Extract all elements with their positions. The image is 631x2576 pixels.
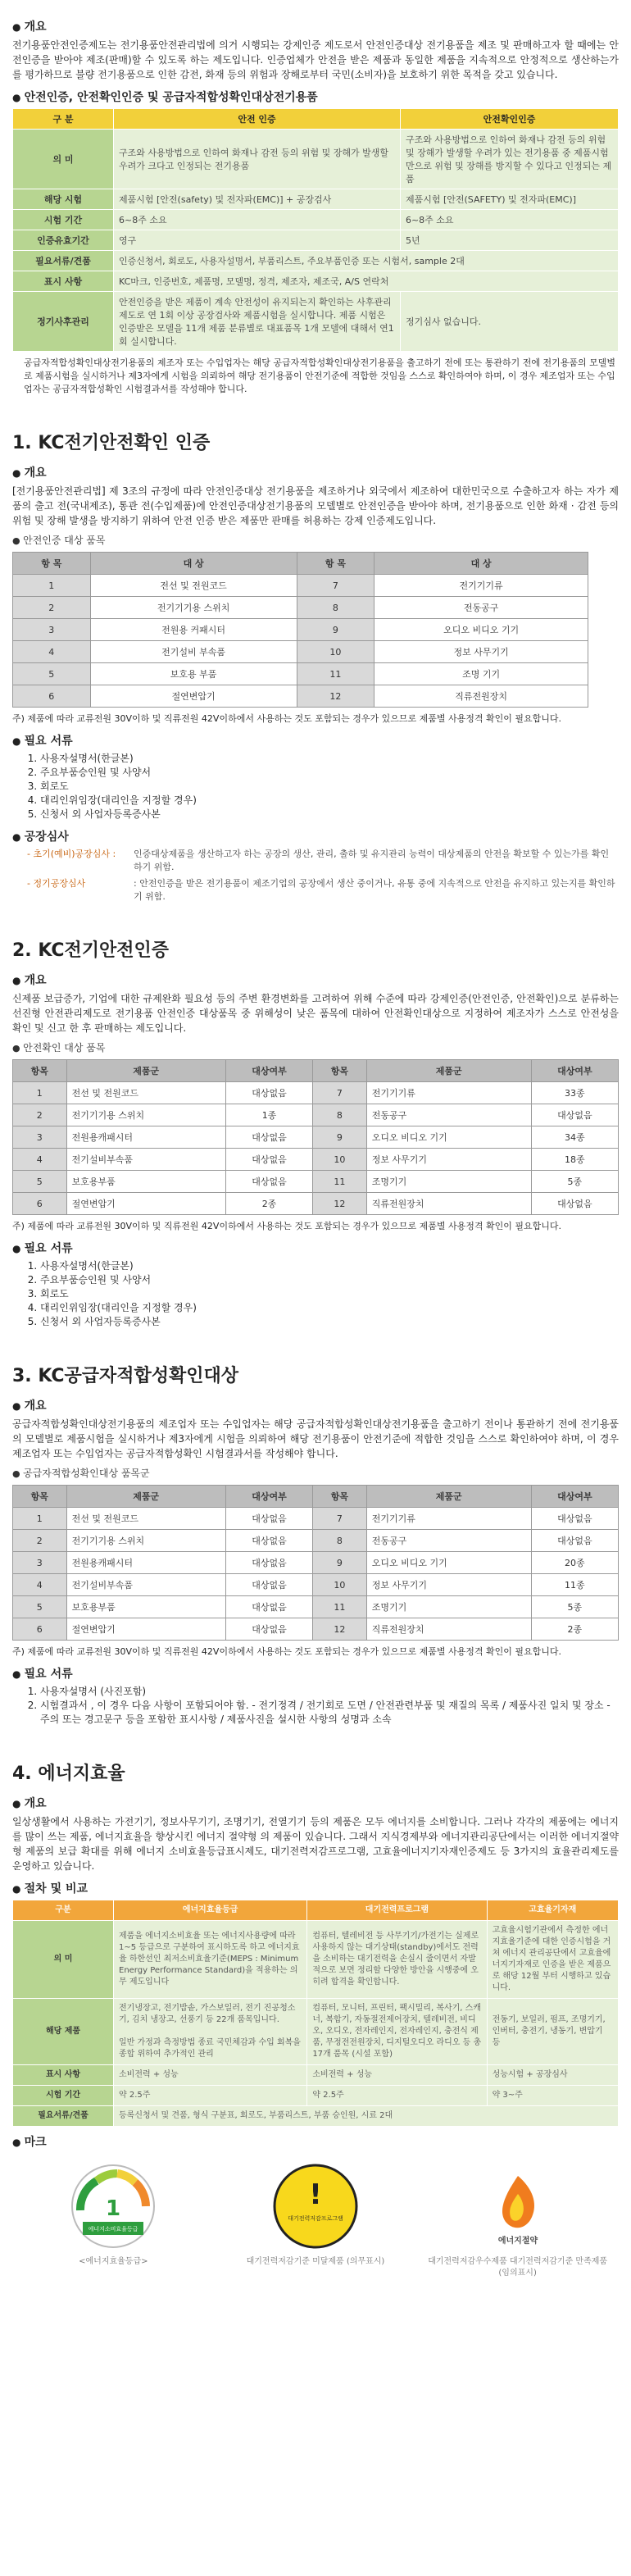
s2-table-title: ● 안전확인 대상 품목	[12, 1040, 619, 1054]
cell: 구조와 사용방법으로 인하여 화재나 감전 등의 위험 및 장해가 발생할 우려가 크다고 인정되는 전기용품	[114, 130, 401, 189]
audit-value: 인증대상제품을 생산하고자 하는 공장의 생산, 관리, 출하 및 유지관리 능력이 대상제품의 안전을 확보할 수 있는가를 확인 하기 위함.	[134, 849, 610, 872]
table-header: 제품군	[366, 1060, 531, 1082]
doc-item: 5. 신청서 외 사업자등록증사본	[40, 808, 619, 821]
audit-key: - 초기(예비)공장심사 :	[27, 849, 116, 859]
table-cell: 절연변압기	[66, 1193, 225, 1215]
audit-row	[27, 848, 619, 874]
cell: 고효율시험기관에서 측정한 에너지효율기준에 대한 인증시험을 거쳐 에너지 관리공단에서 고효율에너지기자재로 인증을 받은 제품으로 해당 12월 부터 시행하고 있습니다.	[487, 1921, 618, 1999]
row-label: 시험 기간	[13, 2086, 114, 2106]
table-cell: 오디오 비디오 기기	[366, 1552, 531, 1574]
doc-item: 4. 대리인위임장(대리인을 지정할 경우)	[40, 794, 619, 808]
cell: 제품을 에너지소비효율 또는 에너지사용량에 따라 1~5 등급으로 구분하여 표시하도록 하고 에너지효율 하한선인 최저소비효율기준(MEPS : Minimum Energy Performance Standard)을 적용하는 의무 제도입니다	[114, 1921, 307, 1999]
eff-header: 고효율기자재	[487, 1900, 618, 1921]
row-label: 해당 제품	[13, 1999, 114, 2065]
compare-table	[12, 108, 619, 352]
energy-grade-icon	[68, 2161, 158, 2251]
cell: 소비전력 + 성능	[114, 2065, 307, 2086]
row-label: 필요서류/견품	[13, 2106, 114, 2127]
table-row	[13, 1618, 619, 1641]
audit-key: - 정기공장심사	[27, 878, 86, 889]
cell: 인증신청서, 회로도, 사용자설명서, 부품리스트, 주요부품인증 또는 시험서, sample 2대	[114, 251, 619, 271]
doc-item: 2. 주요부품승인원 및 사양서	[40, 1273, 619, 1287]
audit-value: : 안전인증을 받은 전기용품이 제조기업의 공장에서 생산 중이거나, 유통 중에 지속적으로 안전을 유지하고 있는지를 확인하기 위함.	[134, 878, 615, 902]
marks-heading: ● 마크	[12, 2133, 619, 2150]
eff-header: 에너지효율등급	[114, 1900, 307, 1921]
s1-docs-heading: ● 필요 서류	[12, 732, 619, 749]
table-cell: 대상없음	[225, 1618, 312, 1641]
section-title: 1. KC전기안전확인 인증	[12, 433, 211, 453]
table-cell: 9	[313, 1126, 367, 1149]
table-cell: 전기기기용 스위치	[66, 1104, 225, 1126]
table-row	[13, 1574, 619, 1596]
table-cell: 33종	[531, 1082, 618, 1104]
table-cell: 7	[313, 1082, 367, 1104]
table-cell: 전동공구	[366, 1104, 531, 1126]
compare-header: 안전 인증	[114, 109, 401, 130]
table-cell: 1	[13, 1082, 67, 1104]
cell: 정기심사 없습니다.	[400, 292, 618, 352]
table-header: 항목	[13, 1486, 67, 1508]
table-header: 대상여부	[531, 1486, 618, 1508]
table-cell: 8	[313, 1104, 367, 1126]
table-cell: 전기기기류	[366, 1082, 531, 1104]
energy-saving-icon	[473, 2161, 563, 2251]
warning-glyph: !	[309, 2178, 322, 2211]
table-header: 대상여부	[531, 1060, 618, 1082]
table-cell: 대상없음	[531, 1193, 618, 1215]
eff-header: 대기전력프로그램	[307, 1900, 487, 1921]
s3-table-title: ● 공급자적합성확인대상 품목군	[12, 1466, 619, 1480]
doc-item: 3. 회로도	[40, 1287, 619, 1301]
doc-item: 3. 회로도	[40, 780, 619, 794]
mark-caption: 대기전력저감기준 미달제품 (의무표시)	[246, 2257, 385, 2266]
table-cell: 정보 사무기기	[366, 1574, 531, 1596]
cell: 구조와 사용방법으로 인하여 화재나 감전 등의 위험 및 장해가 발생할 우려가 있는 전기용품 중 제품시험만으로 위험 및 장해를 방지할 수 있다고 인정되는 제품	[400, 130, 618, 189]
s4-intro: 일상생활에서 사용하는 가전기기, 정보사무기기, 조명기기, 전열기기 등의 제품은 모두 에너지를 소비합니다. 그러나 각각의 제품에는 에너지를 많이 쓰는 제품, 에너지효율을 향상시킨 에너지 절약형 의 제품이 있습니다. 그래서 지식경제부와 에너지관리공단에서는 이러한 에너지절약형 제품의 보급 확대를 위해 에너지 소비효율등급표시제도, 대기전력저감프로그램, 고효율에너지기자재인증제도 등 3가지의 효율관리제도를 운영하고 있습니다.	[12, 1816, 619, 1872]
table-row	[13, 1193, 619, 1215]
table-cell: 전기기기용 스위치	[66, 1530, 225, 1552]
table-cell: 2	[13, 597, 91, 619]
table-cell: 절연변압기	[90, 685, 297, 708]
table-cell: 대상없음	[531, 1104, 618, 1126]
table-cell: 보호용부품	[66, 1596, 225, 1618]
s3-table	[12, 1485, 619, 1641]
table-cell: 전기설비부속품	[66, 1149, 225, 1171]
table-cell: 대상없음	[225, 1552, 312, 1574]
table-cell: 대상없음	[225, 1171, 312, 1193]
table-cell: 6	[13, 1618, 67, 1641]
mark-caption: <에너지효율등급>	[79, 2257, 148, 2266]
row-label: 인증유효기간	[13, 230, 114, 251]
s1-intro: [전기용품안전관리법] 제 3조의 규정에 따라 안전인증대상 전기용품을 제조하거나 외국에서 제조하여 대한민국으로 수출하고자 하는 자가 제품의 출고 전(국내제조), 통관 전(수입제품)에 안전인증대상전기용품의 모델별로 안전인증을 받아야 하며, 전기용품으로 인한 화재 · 감전 등의 위험 및 장해 발생을 방지하기 위하여 안전 인증 받은 제품만 판매를 허용하는 강제 인증제도입니다.	[12, 485, 619, 526]
table-cell: 1	[13, 575, 91, 597]
table-cell: 3	[13, 619, 91, 641]
s2-intro: 신제품 보급증가, 기업에 대한 규제완화 필요성 등의 주변 환경변화를 고려하여 위해 수준에 따라 강제인증(안전인증, 안전확인)으로 분류하는 선진형 안전관리제도로 전기용품 안전인증 대상품목 중 위해성이 낮은 품목에 대하여 안전확인대상으로 지정하여 제조자가 스스로 안전성을 확인 및 신고 한 후 판매하는 제도입니다.	[12, 993, 619, 1034]
s1-intro-heading: ● 개요	[12, 464, 619, 480]
doc-item: 5. 신청서 외 사업자등록증사본	[40, 1315, 619, 1329]
cell: 컴퓨터, 모니터, 프린터, 팩시밀리, 복사기, 스캐너, 복합기, 자동절전제어장치, 텔레비전, 비디오, 오디오, 전자레인지, 전자레인지, 충전식 제품, 무정전전원장치, 디지털오디오 라디오 등 총 17개 품목 (시설 포함)	[307, 1999, 487, 2065]
cell: 5년	[400, 230, 618, 251]
standby-warning-mark	[221, 2161, 410, 2279]
s4-intro-heading: ● 개요	[12, 1795, 619, 1811]
s4-proc-heading: ● 절차 및 비교	[12, 1880, 619, 1896]
table-header: 제품군	[66, 1060, 225, 1082]
mark-caption: 대기전력저감우수제품 대기전력저감기준 만족제품 (임의표시)	[428, 2257, 608, 2278]
table-cell: 전선 및 전원코드	[66, 1508, 225, 1530]
table-cell: 조명기기	[366, 1171, 531, 1193]
table-row	[13, 1552, 619, 1574]
table-cell: 대상없음	[225, 1530, 312, 1552]
s2-docs-heading: ● 필요 서류	[12, 1240, 619, 1256]
s1-audit-heading: ● 공장심사	[12, 828, 619, 844]
cell: 안전인증을 받은 제품이 계속 안전성이 유지되는지 확인하는 사후관리제도로 연 1회 이상 공장검사와 제품시험을 실시합니다. 제품 시험은 인증받은 모델을 11개 제품 분류별로 대표품목 1개 모델에 대해서 연1회 실시합니다.	[114, 292, 401, 352]
intro-heading: ● 개요	[12, 18, 619, 34]
table-row	[13, 1530, 619, 1552]
table-cell: 전원용캐패시터	[66, 1126, 225, 1149]
cell: 6~8주 소요	[400, 210, 618, 230]
table-cell: 4	[13, 1149, 67, 1171]
s2-intro-heading: ● 개요	[12, 972, 619, 988]
table-cell: 8	[297, 597, 375, 619]
table-cell: 오디오 비디오 기기	[375, 619, 588, 641]
s3-intro: 공급자적합성확인대상전기용품의 제조업자 또는 수입업자는 해당 공급자적합성확인대상전기용품을 출고하기 전이나 통관하기 전에 전기용품의 모델별로 제품시험을 실시하거나 제3자에게 시험을 의뢰하여 해당 전기용품이 안전기준에 적합한 것임을 스스로 확인하여야 하며, 이 경우 제조업자 또는 수입업자는 공급자적합성확인 시험결과서를 작성해야 합니다.	[12, 1418, 619, 1459]
table-header: 항목	[313, 1486, 367, 1508]
cell: 제품시험 [안전(safety) 및 전자파(EMC)] + 공장검사	[114, 189, 401, 210]
table-header: 제품군	[366, 1486, 531, 1508]
table-row	[13, 597, 588, 619]
table-cell: 20종	[531, 1552, 618, 1574]
compare-footnote: 공급자적합성확인대상전기용품의 제조자 또는 수입업자는 해당 공급자적합성확인대상전기용품을 출고하기 전에 또는 통관하기 전에 전기용품의 모델별로 제품시험을 실시하거나 제3자에게 시험을 의뢰하여 해당 전기용품이 안전기준에 적합한 것임을 스스로 확인하여야 하며, 이 경우 제조업자 또는 수입업자는 공급자적합성확인 시험결과서를 작성해야 합니다.	[24, 357, 616, 394]
compare-heading: ● 안전인증, 안전확인인증 및 공급자적합성확인대상전기용품	[12, 89, 619, 105]
table-cell: 5	[13, 663, 91, 685]
table-row	[13, 1171, 619, 1193]
table-header: 대 상	[375, 553, 588, 575]
table-cell: 2	[13, 1104, 67, 1126]
audit-row	[27, 877, 619, 903]
table-cell: 9	[313, 1552, 367, 1574]
table-cell: 12	[313, 1618, 367, 1641]
table-cell: 대상없음	[225, 1508, 312, 1530]
table-cell: 5	[13, 1596, 67, 1618]
row-label: 표시 사항	[13, 2065, 114, 2086]
table-cell: 8	[313, 1530, 367, 1552]
s2-docs-list	[12, 1259, 619, 1329]
table-cell: 6	[13, 685, 91, 708]
table-cell: 전동공구	[375, 597, 588, 619]
saving-title: 에너지절약	[497, 2237, 538, 2246]
s2-table	[12, 1059, 619, 1215]
table-cell: 대상없음	[225, 1149, 312, 1171]
table-cell: 1종	[225, 1104, 312, 1126]
s3-intro-heading: ● 개요	[12, 1397, 619, 1413]
table-cell: 2종	[225, 1193, 312, 1215]
table-cell: 12	[297, 685, 375, 708]
table-cell: 10	[313, 1149, 367, 1171]
table-row	[13, 1104, 619, 1126]
table-cell: 11	[313, 1171, 367, 1193]
table-cell: 18종	[531, 1149, 618, 1171]
marks-row	[12, 2161, 619, 2279]
table-header: 대상여부	[225, 1060, 312, 1082]
table-row	[13, 1149, 619, 1171]
cell: 약 2.5주	[307, 2086, 487, 2106]
table-cell: 보호용 부품	[90, 663, 297, 685]
table-header: 제품군	[66, 1486, 225, 1508]
table-row	[13, 1596, 619, 1618]
cell: 약 3~주	[487, 2086, 618, 2106]
table-cell: 1	[13, 1508, 67, 1530]
row-label: 정기사후관리	[13, 292, 114, 352]
s1-docs-list	[12, 752, 619, 821]
doc-item: 4. 대리인위임장(대리인을 지정할 경우)	[40, 1301, 619, 1315]
energy-saving-mark	[424, 2161, 612, 2279]
table-cell: 절연변압기	[66, 1618, 225, 1641]
table-row	[13, 641, 588, 663]
row-label: 의 미	[13, 130, 114, 189]
table-header: 항목	[13, 1060, 67, 1082]
table-cell: 5종	[531, 1171, 618, 1193]
table-cell: 대상없음	[225, 1574, 312, 1596]
cell: 영구	[114, 230, 401, 251]
table-header: 대상여부	[225, 1486, 312, 1508]
section-title: 4. 에너지효율	[12, 1764, 125, 1784]
s3-note: 주) 제품에 따라 교류전원 30V이하 및 직류전원 42V이하에서 사용하는 것도 포함되는 경우가 있으므로 제품별 사용정격 확인이 필요합니다.	[12, 1646, 561, 1657]
table-cell: 조명 기기	[375, 663, 588, 685]
cell: 전동기, 보일러, 펌프, 조명기기, 인버터, 충전기, 냉동기, 변압기 등	[487, 1999, 618, 2065]
table-cell: 전원용캐패시터	[66, 1552, 225, 1574]
table-cell: 전원용 커패시터	[90, 619, 297, 641]
cell: 전기냉장고, 전기밥솥, 가스보일러, 전기 진공청소기, 김치 냉장고, 선풍기 등 22개 품목입니다. 일반 가정과 측정방법 종료 국민체감과 수입 회복을 종합 위하여 추가적인 관리	[114, 1999, 307, 2065]
table-row	[13, 619, 588, 641]
warning-title: 대기전력저감프로그램	[288, 2215, 343, 2222]
table-cell: 전동공구	[366, 1530, 531, 1552]
eff-header: 구분	[13, 1900, 114, 1921]
doc-item: 2. 시험결과서 , 이 경우 다음 사항이 포함되어야 함. - 전기정격 / 전기회로 도면 / 안전관련부품 및 재질의 목록 / 제품사진 일치 및 장소 - 주의 또는 경고문구 등을 포함한 표시사항 / 제품사진을 설시한 사항의 성명과 소속	[40, 1699, 619, 1727]
table-cell: 대상없음	[225, 1082, 312, 1104]
table-cell: 7	[297, 575, 375, 597]
table-cell: 전기기기용 스위치	[90, 597, 297, 619]
table-header: 항 목	[297, 553, 375, 575]
table-row	[13, 575, 588, 597]
table-row	[13, 1508, 619, 1530]
doc-item: 1. 사용자설명서 (사진포함)	[40, 1685, 619, 1699]
table-cell: 대상없음	[225, 1126, 312, 1149]
cell: 성능시험 + 공장심사	[487, 2065, 618, 2086]
table-cell: 대상없음	[531, 1530, 618, 1552]
table-cell: 대상없음	[531, 1508, 618, 1530]
cell: KC마크, 인증번호, 제품명, 모델명, 정격, 제조자, 제조국, A/S 연락처	[114, 271, 619, 292]
table-row	[13, 1126, 619, 1149]
compare-header: 안전확인인증	[400, 109, 618, 130]
row-label: 표시 사항	[13, 271, 114, 292]
doc-item: 2. 주요부품승인원 및 사양서	[40, 766, 619, 780]
s1-note: 주) 제품에 따라 교류전원 30V이하 및 직류전원 42V이하에서 사용하는 것도 포함되는 경우가 있으므로 제품별 사용정격 확인이 필요합니다.	[12, 713, 561, 724]
section-title: 3. KC공급자적합성확인대상	[12, 1366, 239, 1386]
table-cell: 직류전원장치	[366, 1193, 531, 1215]
grade-title: 에너지소비효율등급	[88, 2226, 138, 2232]
s3-docs-heading: ● 필요 서류	[12, 1665, 619, 1682]
table-cell: 7	[313, 1508, 367, 1530]
table-cell: 전선 및 전원코드	[66, 1082, 225, 1104]
cell: 6~8주 소요	[114, 210, 401, 230]
table-cell: 11	[297, 663, 375, 685]
s1-table-title: ● 안전인증 대상 품목	[12, 533, 619, 547]
table-cell: 34종	[531, 1126, 618, 1149]
table-cell: 오디오 비디오 기기	[366, 1126, 531, 1149]
table-cell: 10	[297, 641, 375, 663]
s1-table	[12, 552, 588, 708]
table-header: 항 목	[13, 553, 91, 575]
table-cell: 보호용부품	[66, 1171, 225, 1193]
table-header: 항목	[313, 1060, 367, 1082]
table-cell: 전선 및 전원코드	[90, 575, 297, 597]
table-cell: 전기설비 부속품	[90, 641, 297, 663]
table-header: 대 상	[90, 553, 297, 575]
section-title: 2. KC전기안전인증	[12, 940, 170, 961]
warning-icon	[270, 2161, 361, 2251]
cell: 제품시험 [안전(SAFETY) 및 전자파(EMC)]	[400, 189, 618, 210]
doc-item: 1. 사용자설명서(한글본)	[40, 1259, 619, 1273]
row-label: 필요서류/견품	[13, 251, 114, 271]
compare-header: 구 분	[13, 109, 114, 130]
table-cell: 직류전원장치	[366, 1618, 531, 1641]
table-cell: 3	[13, 1552, 67, 1574]
table-cell: 11	[313, 1596, 367, 1618]
cell: 약 2.5주	[114, 2086, 307, 2106]
row-label: 시험 기간	[13, 210, 114, 230]
cell: 소비전력 + 성능	[307, 2065, 487, 2086]
table-cell: 4	[13, 641, 91, 663]
table-cell: 6	[13, 1193, 67, 1215]
doc-item: 1. 사용자설명서(한글본)	[40, 752, 619, 766]
s3-docs-list	[12, 1685, 619, 1727]
table-cell: 대상없음	[225, 1596, 312, 1618]
table-cell: 2종	[531, 1618, 618, 1641]
s2-note: 주) 제품에 따라 교류전원 30V이하 및 직류전원 42V이하에서 사용하는 것도 포함되는 경우가 있으므로 제품별 사용정격 확인이 필요합니다.	[12, 1221, 561, 1231]
energy-grade-mark	[19, 2161, 207, 2279]
table-cell: 9	[297, 619, 375, 641]
table-cell: 전기설비부속품	[66, 1574, 225, 1596]
table-row	[13, 685, 588, 708]
table-cell: 4	[13, 1574, 67, 1596]
table-cell: 전기기기류	[375, 575, 588, 597]
cell: 등록신청서 및 견품, 형식 구분표, 회로도, 부품리스트, 부품 승인원, 시료 2대	[114, 2106, 619, 2127]
row-label: 의 미	[13, 1921, 114, 1999]
table-cell: 정보 사무기기	[366, 1149, 531, 1171]
table-cell: 11종	[531, 1574, 618, 1596]
table-cell: 12	[313, 1193, 367, 1215]
table-cell: 직류전원장치	[375, 685, 588, 708]
table-cell: 2	[13, 1530, 67, 1552]
table-cell: 전기기기류	[366, 1508, 531, 1530]
table-cell: 5	[13, 1171, 67, 1193]
efficiency-table	[12, 1900, 619, 2127]
intro-text: 전기용품안전인증제도는 전기용품안전관리법에 의거 시행되는 강제인증 제도로서 안전인증대상 전기용품을 제조 및 판매하고자 할 때에는 안전인증을 받아야 제조(판매)할 수 있도록 하는 제도입니다. 인증업체가 안전을 받은 제품과 동일한 제품을 지속적으로 안정적으로 생산하는가를 평가하므로 불량 전기용품으로 인한 감전, 화재 등의 위험과 장해로부터 국민(소비자)을 보호하기 위한 목적을 갖고 있습니다.	[12, 39, 619, 80]
table-cell: 10	[313, 1574, 367, 1596]
table-row	[13, 663, 588, 685]
table-cell: 5종	[531, 1596, 618, 1618]
table-cell: 정보 사무기기	[375, 641, 588, 663]
table-cell: 조명기기	[366, 1596, 531, 1618]
row-label: 해당 시험	[13, 189, 114, 210]
table-row	[13, 1082, 619, 1104]
table-cell: 3	[13, 1126, 67, 1149]
grade-number: 1	[106, 2196, 121, 2221]
cell: 컴퓨터, 텔레비전 등 사무기기/가전기는 실제로 사용하지 않는 대기상태(standby)에서도 전력을 소비하는 대기전력을 손실시 줄이면서 자발적으로 보면 정리할 다양한 방안을 시행중에 오히려 합격을 확인합니다.	[307, 1921, 487, 1999]
